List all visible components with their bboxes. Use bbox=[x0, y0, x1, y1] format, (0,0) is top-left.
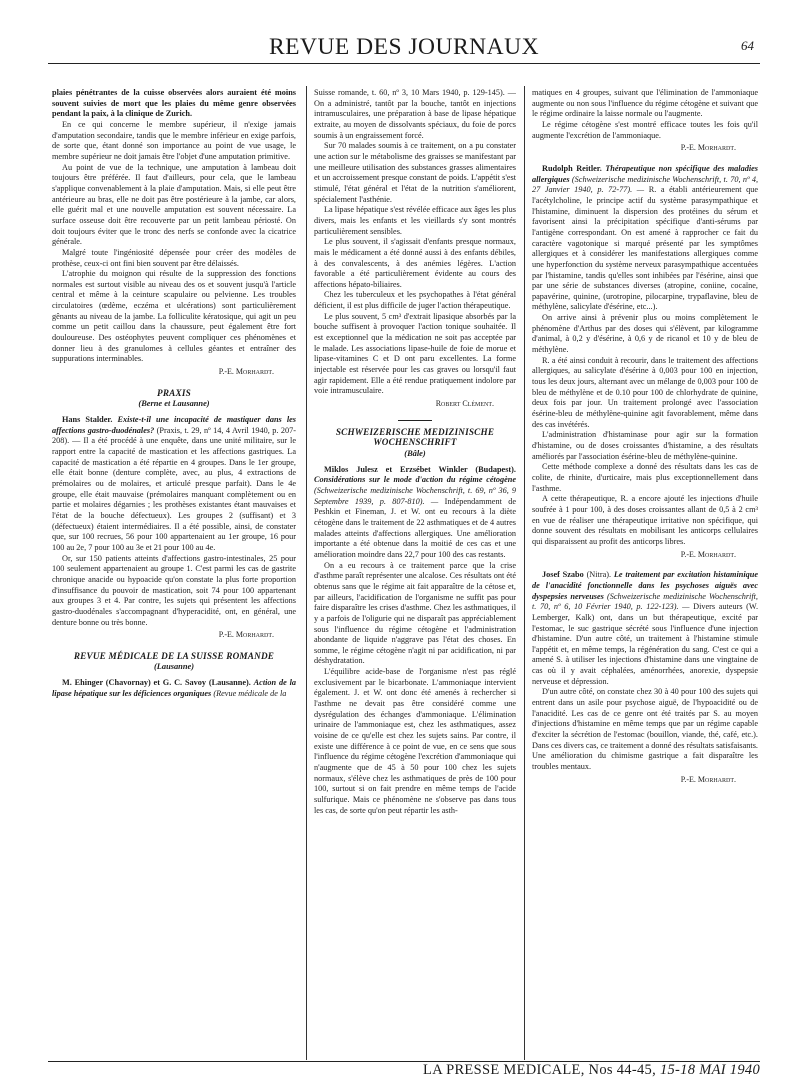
article-author: Rudolph Reitler. bbox=[542, 163, 602, 173]
column-divider-2 bbox=[524, 86, 525, 1060]
signature: P.-E. Morhardt. bbox=[680, 143, 736, 153]
paragraph: Chez les tuberculeux et les psychopathes à l'état général déficient, il est plus difficile de juger l'action thérapeutique. bbox=[314, 290, 516, 311]
footer-journal: LA PRESSE MEDICALE, Nos 44-45, bbox=[423, 1062, 657, 1078]
journal-heading: REVUE MÉDICALE DE LA SUISSE ROMANDE bbox=[73, 650, 275, 661]
article-place: (Nitra). bbox=[586, 570, 612, 580]
column-2 bbox=[314, 88, 516, 1063]
signature: P.-E. Morhardt. bbox=[680, 549, 736, 559]
paragraph: Malgré toute l'ingéniosité dépensée pour créer des modèles de prothèse, ceux-ci ont fini bien souvent par être délaissés. bbox=[52, 247, 296, 268]
article-author: Josef Szabo bbox=[542, 570, 584, 580]
signature: P.-E. Morhardt. bbox=[218, 367, 274, 377]
article-reference: (Schweizerische medizinische Wochenschrift, t. 70, nº 6, 10 Février 1940, p. 122-123). — bbox=[532, 591, 758, 612]
page-number: 64 bbox=[741, 38, 754, 53]
paragraph: Suisse romande, t. 60, nº 3, 10 Mars 1940, p. 129-145). — On a administré, tantôt par la bouche, tantôt en injections intramusculaires, une préparation à base de lipase hépatique extraite, au moyen de dissolvants spéciaux, du foie de porcs soumis à un engraissement forcé. bbox=[314, 88, 516, 140]
paragraph: Sur 70 malades soumis à ce traitement, on a pu constater une action sur le métabolisme des graisses se manifestant par une meilleure utilisation des substances grasses alimentaires et un accroissement presque constant de poids. L'appétit s'est stimulé, l'état général et l'état de la nutrition s'améliorent, spécialement l'asthénie. bbox=[314, 141, 516, 204]
journal-location: (Lausanne) bbox=[153, 662, 195, 672]
article-header bbox=[532, 164, 758, 313]
article-reference: (Schweizerische medizinische Wochenschrift, t. 70, nº 4, 27 Janvier 1940, p. 72-77). — bbox=[532, 174, 758, 195]
article-title: Existe-t-il une incapacité de mastiquer dans les affections gastro-duodénales? bbox=[52, 415, 296, 435]
paragraph: Au point de vue de la technique, une amputation à lambeau doit toujours être préférée. Il faut d'ailleurs, pour cela, que le lambeau s'applique convenablement à la plaie d'amputation. Mais, si elle peut être antérieure au bras, elle ne doit pas être postérieure à la jambe, car alors, elle guérit mal et une nouvelle amputation est souvent nécessaire. La surface osseuse doit être recouverte par un petit lambeau périosté. On doit toujours éviter que le tronc des nerfs se confonde avec la cicatrice générale. bbox=[52, 162, 296, 247]
page-footer bbox=[0, 1062, 760, 1079]
footer-date: 15-18 MAI 1940 bbox=[659, 1062, 760, 1078]
paragraph: R. a établi antérieurement que l'acétylcholine, le principe actif du système parasympathique et l'histamine, diminuent la dispersion des protéines du sérum et favorisent ainsi la précipitation spécifique d'anti-sérums par l'antigène correspondant. On est amené à rapprocher ce fait du caractère vagotonique si marqué présenté par les symptômes allergiques et à considérer les manifestations allergiques comme une hyperfonction du système nerveux parasympathique accentuées par l'histamine, tandis qu'elles sont inhibées par l'ésérine, ainsi que par une série de substances diverses (atropine, coniine, cocaïne, papavérine, quinine, (urotropine, pilocarpine, trypaflavine, bleu de méthylène, salicylate d'ésérine, etc...). bbox=[532, 185, 758, 312]
signature: P.-E. Morhardt. bbox=[218, 630, 274, 640]
article-reference: (Schweizerische medizinische Wochenschrift, t. 69, nº 36, 9 Septembre 1939, p. 807-810). — bbox=[314, 485, 516, 506]
paragraph: L'équilibre acide-base de l'organisme n'est pas réglé exclusivement par le bicarbonate. L'ammoniaque intervient également. J. et W. ont donc été amenés à rechercher si l'asthme ne devait pas être considéré comme une dysrégulation des échanges d'ammoniaque. L'élimination urinaire de l'ammoniaque est, chez les asthmatiques, assez voisine de ce qu'elle est chez les sujets sains. Par contre, il existe une différence à ce point de vue, en ce sens que sous l'influence du régime cétogène l'excrétion d'ammoniaque qui n'augmente que de 45 à 50 pour 100 chez les sujets normaux, s'élève chez les asthmatiques de près de 100 pour 100, surtout si on fait prendre en même temps de l'acide sulfurique. Mais ce phénomène ne s'observe pas dans tous les cas, de sorte qu'on peut répartir les asth- bbox=[314, 667, 516, 815]
paragraph: En ce qui concerne le membre supérieur, il n'exige jamais d'amputation secondaire, tandis que le membre inférieur en exige parfois, de sorte que, étant donné son importance au point de vue usage, le membre supérieur ne doit jamais être l'objet d'une amputation primitive. bbox=[52, 119, 296, 161]
paragraph: Divers auteurs (W. Lemberger, Kalk) ont, dans un but thérapeutique, excité par l'estomac, le suc gastrique sécrété sous l'influence d'une injection d'histamine. D'un autre côté, un traitement à l'histamine stimule l'appétit et, en même temps, la régénération du sang. C'est ce qui a amené S. à utiliser les injections d'histamine dans une vingtaine de cas où il y avait céphalées, aménorrhées, anorexie, dyspepsie nerveuse et dépression. bbox=[532, 602, 758, 686]
paragraph: R. a été ainsi conduit à recourir, dans le traitement des affections allergiques, au salicylate d'ésérine à 0,003 pour 100 en injection, tous les deux jours, alternant avec un mélange de 0,003 pour 100 de bleu de méthylène et de 0.10 pour 100 de chlorhydrate de quinine, deux fois par jour. Un traitement prolongé avec l'association ésérine-bleu de méthylène-quinine agit favorablement, même dans des cas invétérés. bbox=[532, 355, 758, 429]
paragraph: L'atrophie du moignon qui résulte de la suppression des fonctions normales est surtout visible au niveau des os et souvent jusqu'à l'article central et même à la ceinture scapulaire ou pelvienne. Les troubles circulatoires (œdème, eczéma et ulcérations) sont particulièrement gênants au niveau de la jambe. La folliculite kératosique, qui agit un peu comme un petit caillou dans la chaussure, peut également être fort douloureuse. Des ostéophytes peuvent compliquer ces phénomènes et donner lieu à des granulomes à cellules géantes et entraîner des suppurations interminables. bbox=[52, 269, 296, 364]
paragraph: matiques en 4 groupes, suivant que l'élimination de l'ammoniaque augmente ou non sous l'influence du régime cétogène et suivant que le régime ordinaire la laisse normale ou l'augmente. bbox=[532, 88, 758, 119]
signature: Robert Clément. bbox=[435, 399, 494, 409]
paragraph: On arrive ainsi à prévenir plus ou moins complètement le phénomène d'Arthus par des doses qui s'élèvent, par kilogramme d'animal, à 0,2 y d'ésérine, à 0,6 y de ricanol et 10 y de bleu de méthylène. bbox=[532, 313, 758, 355]
header-rule bbox=[48, 63, 760, 64]
paragraph: Or, sur 150 patients atteints d'affections gastro-intestinales, 25 pour 100 seulement appartenaient au groupe 1. C'est parmi les cas de gastrite chronique anacide ou hypoacide qu'on constate la plus forte proportion d'insuffisance du pouvoir de mastication, soit 74 pour 100 appartenant aux groupes 3 et 4. Par contre, les sujets qui présentent les affections gastro-duodénales s'accompagnant d'hyperacidité, ont, en général, une denture bonne ou très bonne. bbox=[52, 553, 296, 627]
article-title: Thérapeutique non spécifique des maladies allergiques bbox=[532, 163, 758, 184]
column-divider-1 bbox=[306, 86, 307, 1060]
article-header bbox=[52, 415, 296, 554]
paragraph: Le régime cétogène s'est montré efficace toutes les fois qu'il augmente l'excrétion de l'ammoniaque. bbox=[532, 119, 758, 140]
column-1 bbox=[52, 88, 296, 1063]
signature: P.-E. Morhardt. bbox=[680, 774, 736, 784]
paragraph: Il a été procédé à une enquête, dans une unité militaire, sur le rapport entre la capacité de mastication et les affections gastriques. La capacité de mastication a été répartie en 4 groupes. Dans le 1er groupe, elle était bonne (denture complète, avec, au plus, 4 extractions de prémolaires ou de molaires, et articulé presque parfait). Dans le 4e groupe, elle était mauvaise (prémolaires manquant complètement ou en partie et molaires dégarnies ; les prothèses existantes étant mauvaises et l'état de la bouche défectueux). Les groupes 2 (suffisant) et 3 (défectueux) étaient intermédiaires. Il a été possible, ainsi, de constater que, sur 100 recrues, 56 pour 100 appartenaient au 1er groupe, 16 pour 100 au 2e, 7 pour 100 au 3e et 21 pour 100 au 4e. bbox=[52, 436, 296, 552]
article-reference: (Praxis, t. 29, nº 14, 4 Avril 1940, p. 207-208). — bbox=[52, 425, 296, 446]
article-author: Miklos Julesz et Erzsébet Winkler (Budapest). bbox=[324, 464, 516, 474]
article-title: Considérations sur le mode d'action du régime cétogène bbox=[314, 475, 516, 485]
article-header bbox=[532, 570, 758, 687]
paragraph: Cette méthode complexe a donné des résultats dans les cas de colite, de rhinite, d'urticaire, mais plus exceptionnellement dans l'asthme. bbox=[532, 462, 758, 493]
paragraph: D'un autre côté, on constate chez 30 à 40 pour 100 des sujets qui entrent dans un asile pour psychose aiguë, de l'hypoacidité ou de l'anacidité. Les cas de ce genre ont été traités par S. au moyen d'injections d'histamine en même temps que par un régime capable d'exciter la sécrétion de l'estomac (bouillon, viande, thé, café, etc.). Dans ces divers cas, ce traitement a donné des résultats satisfaisants. Une amélioration du chimisme gastrique a fait disparaître les troubles mentaux. bbox=[532, 687, 758, 772]
running-title: REVUE DES JOURNAUX bbox=[268, 34, 540, 60]
paragraph: plaies pénétrantes de la cuisse observées alors auraient été moins souvent suivies de mort que les plaies du même genre observées pendant la paix, à la clinique de Zurich. bbox=[52, 88, 296, 119]
article-title: Action de la lipase hépatique sur les déficiences organiques bbox=[52, 678, 296, 698]
column-3 bbox=[532, 88, 758, 1063]
paragraph: Le plus souvent, 5 cm³ d'extrait lipasique absorbés par la bouche suffisent à provoquer l'action tonique souhaitée. Il est exceptionnel que la médication ne soit pas acceptée par le malade. Les associations lipase-huile de foie de morue et lipase-vitamines C et D ont paru excellentes. La forme injectable est réservée pour les cas graves ou lorsqu'il faut agir rapidement. Elle a été rendue pratiquement indolore par voie intramusculaire. bbox=[314, 311, 516, 396]
paragraph: A cette thérapeutique, R. a encore ajouté les injections d'huile soufrée à 1 pour 100, à des doses croissantes allant de 0,5 à 2 cm³ en vue de réaliser une thérapeutique irritative non spécifique, qui donne souvent des résultats en mobilisant les anticorps cellulaires qui disparaissent au profit des anticorps libres. bbox=[532, 494, 758, 546]
journal-location: (Bâle) bbox=[404, 449, 426, 458]
paragraph: L'administration d'histaminase pour agir sur la formation d'histamine, ou de doses croissantes d'histamine, a des résultats améliorés par l'association ésérine-bleu de méthylène-quinine. bbox=[532, 430, 758, 461]
article-author: Hans Stalder. bbox=[62, 415, 113, 425]
journal-location: (Berne et Lausanne) bbox=[138, 399, 210, 409]
journal-heading: PRAXIS bbox=[157, 387, 191, 398]
masthead bbox=[48, 32, 760, 62]
separator-rule bbox=[398, 420, 432, 421]
journal-heading: SCHWEIZERISCHE MEDIZINISCHE WOCHENSCHRIFT bbox=[335, 426, 495, 448]
paragraph: Le plus souvent, il s'agissait d'enfants presque normaux, mais le médicament a été donné aussi à des enfants débiles, à des convalescents, à des anémies légères. L'action favorable a été particulièrement évidente au cours des affections hépato-biliaires. bbox=[314, 237, 516, 289]
paragraph: Indépendamment de Peshkin et Fineman, J. et W. ont eu recours à la diète cétogène dans le traitement de 22 asthmatiques et de 4 autres malades atteints d'affections allergiques. Une amélioration importante a été obtenue dans la moitié de ces cas et une amélioration moindre dans 22,7 pour 100 des cas restants. bbox=[314, 496, 516, 559]
article-header bbox=[52, 678, 296, 699]
paragraph: On a eu recours à ce traitement parce que la crise d'asthme paraît représenter une alcalose. Ces résultats ont été obtenus sans que le régime ait fait apparaître de la cétose et, par ailleurs, l'acidification de l'organisme ne suffit pas pour faire disparaître les crises d'asthme. Chez les asthmatiques, il y a parfois de l'oligurie qui ne disparaît pas appréciablement sous l'influence du régime cétogène et l'administration abondante de liquide n'aggrave pas l'état des choses. En somme, le régime cétogène n'agit ni par acidification, ni par déshydratation. bbox=[314, 560, 516, 666]
article-reference: (Revue médicale de la bbox=[213, 688, 287, 698]
article-header bbox=[314, 465, 516, 561]
paragraph: La lipase hépatique s'est révélée efficace aux âges les plus divers, mais les enfants et les vieillards s'y sont montrés particulièrement sensibles. bbox=[314, 205, 516, 236]
article-title: Le traitement par excitation histaminique de l'anacidité fonctionnelle dans les psychoses aiguës avec dyspepsies nerveuses bbox=[532, 570, 758, 601]
article-author: M. Ehinger (Chavornay) et G. C. Savoy (Lausanne). bbox=[62, 678, 251, 688]
